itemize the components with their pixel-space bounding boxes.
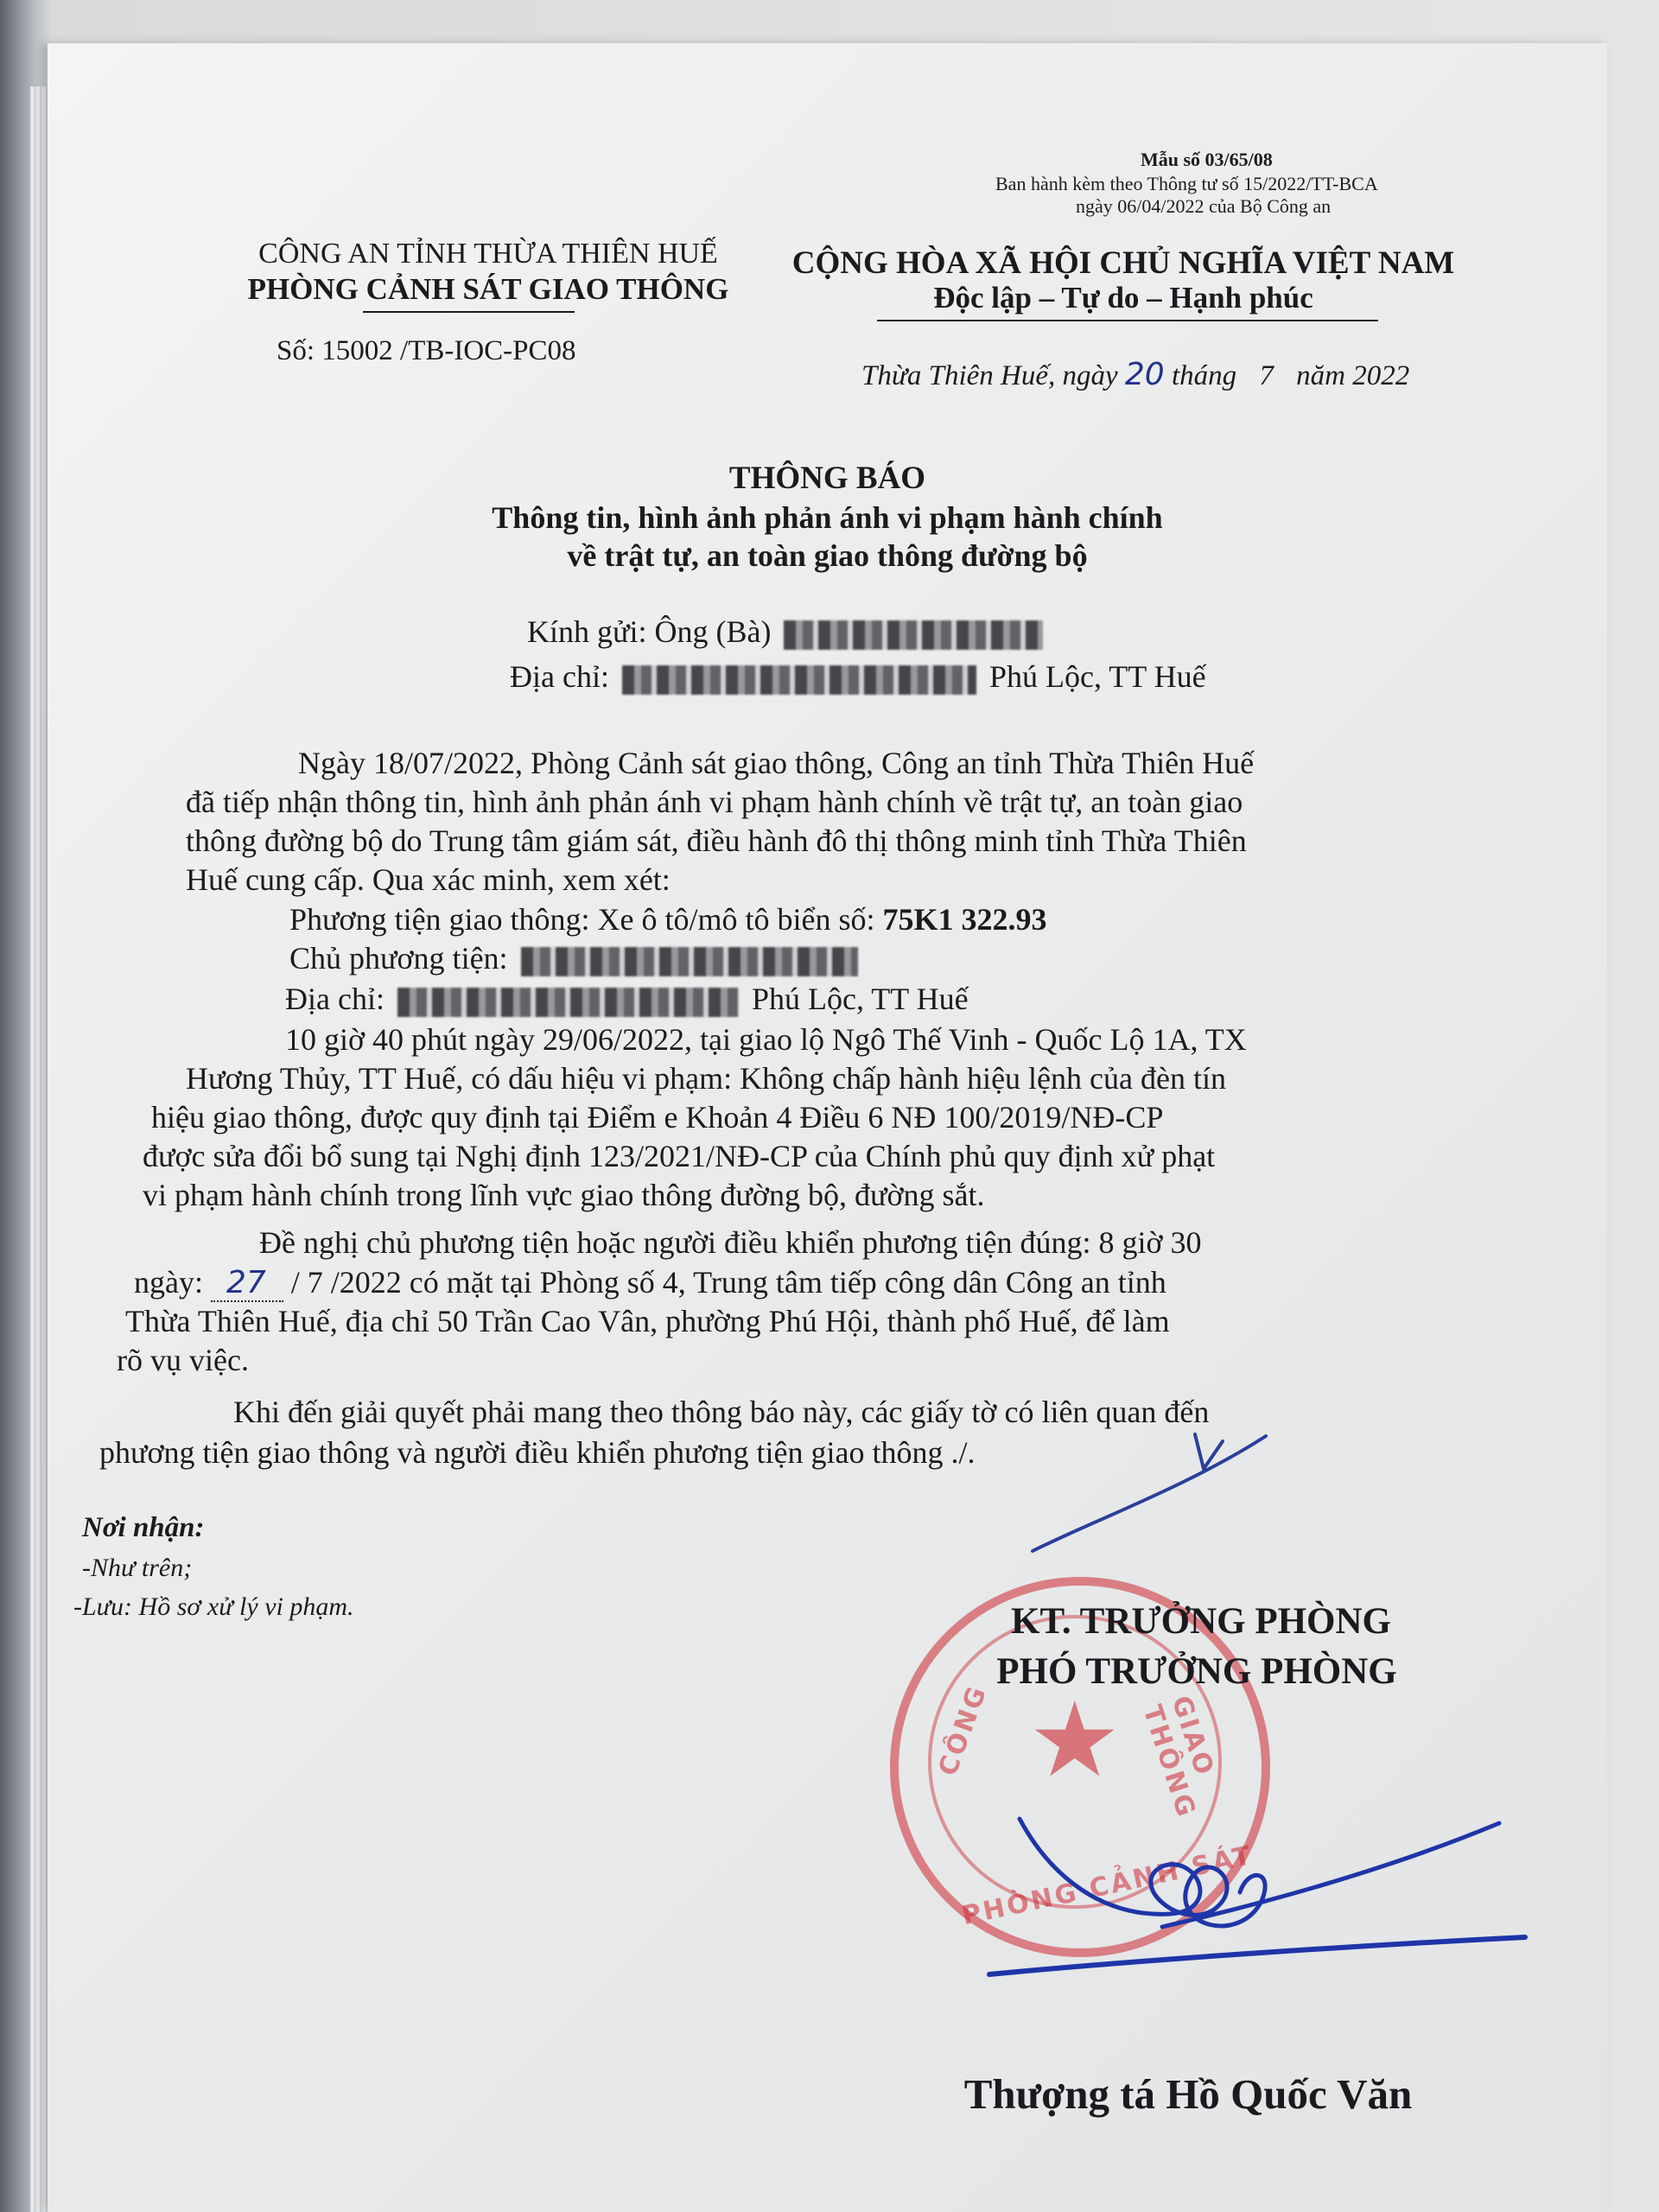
license-plate: 75K1 322.93	[882, 902, 1047, 937]
recipients-item-1: -Như trên;	[82, 1554, 193, 1582]
owner-address-label: Địa chỉ:	[285, 982, 385, 1016]
handwritten-signature	[48, 43, 1607, 2212]
para2-line2: Hương Thủy, TT Huế, có dấu hiệu vi phạm: Không chấp hành hiệu lệnh của đèn tín	[186, 1061, 1226, 1096]
form-issued-with: Ban hành kèm theo Thông tư số 15/2022/TT-BCA	[995, 173, 1378, 194]
seal-text-right: GIAO THÔNG	[1136, 1692, 1220, 1823]
agency-line2: PHÒNG CẢNH SÁT GIAO THÔNG	[247, 272, 729, 306]
para2-line1: 10 giờ 40 phút ngày 29/06/2022, tại giao lộ Ngô Thế Vinh - Quốc Lộ 1A, TX	[285, 1022, 1247, 1057]
para3-day-prefix: ngày:	[134, 1265, 203, 1300]
para3-line1: Đề nghị chủ phương tiện hoặc người điều khiển phương tiện đúng: 8 giờ 30	[259, 1225, 1202, 1260]
para1-line4: Huế cung cấp. Qua xác minh, xem xét:	[186, 862, 671, 897]
motto-line1: CỘNG HÒA XÃ HỘI CHỦ NGHĨA VIỆT NAM	[791, 245, 1455, 281]
para3-line3: Thừa Thiên Huế, địa chỉ 50 Trần Cao Vân, phường Phú Hội, thành phố Huế, để làm	[125, 1304, 1170, 1338]
para2-line3: hiệu giao thông, được quy định tại Điểm e Khoản 4 Điều 6 NĐ 100/2019/NĐ-CP	[151, 1100, 1164, 1135]
notice-document	[48, 43, 1607, 2212]
form-number: Mẫu số 03/65/08	[1141, 149, 1273, 170]
recipients-heading: Nơi nhận:	[82, 1512, 205, 1543]
notice-subtitle-2: về trật tự, an toàn giao thông đường bộ	[567, 538, 1088, 573]
para3-line2-rest: / 7 /2022 có mặt tại Phòng số 4, Trung tâm tiếp công dân Công an tỉnh	[290, 1265, 1166, 1300]
date-day-handwritten: 20	[1124, 357, 1165, 392]
owner-address-suffix: Phú Lộc, TT Huế	[751, 982, 969, 1016]
date-month: 7	[1259, 360, 1274, 391]
owner-label: Chủ phương tiện:	[289, 941, 508, 976]
signer-title-2: PHÓ TRƯỞNG PHÒNG	[996, 1651, 1397, 1692]
para2-line4: được sửa đổi bổ sung tại Nghị định 123/2021/NĐ-CP của Chính phủ quy định xử phạt	[143, 1139, 1216, 1173]
seal-text-bottom: PHÒNG CẢNH SÁT	[959, 1840, 1256, 1932]
agency-line1: CÔNG AN TỈNH THỪA THIÊN HUẾ	[258, 238, 718, 270]
recipients-item-2: -Lưu: Hồ sơ xử lý vi phạm.	[73, 1592, 354, 1621]
date-year: năm 2022	[1296, 360, 1410, 391]
para4-line2: phương tiện giao thông và người điều khiển phương tiện giao thông ./.	[99, 1435, 976, 1470]
recipient-address-label: Địa chỉ:	[510, 659, 609, 694]
seal-star-icon: ★	[1028, 1681, 1122, 1801]
notice-subtitle-1: Thông tin, hình ảnh phản ánh vi phạm hành chính	[492, 500, 1163, 535]
seal-text-left: CÔNG	[932, 1681, 994, 1780]
date-prefix: Thừa Thiên Huế, ngày	[861, 360, 1118, 391]
signer-title-1: KT. TRƯỞNG PHÒNG	[1011, 1601, 1391, 1642]
appointment-day-handwritten: 27	[211, 1265, 283, 1302]
recipient-address-suffix: Phú Lộc, TT Huế	[988, 659, 1206, 694]
date-month-label: tháng	[1171, 360, 1237, 391]
para1-line1: Ngày 18/07/2022, Phòng Cảnh sát giao thông, Công an tỉnh Thừa Thiên Huế	[298, 746, 1255, 780]
notice-title: THÔNG BÁO	[728, 461, 926, 496]
para4-line1: Khi đến giải quyết phải mang theo thông báo này, các giấy tờ có liên quan đến	[233, 1395, 1210, 1429]
vehicle-label: Phương tiện giao thông: Xe ô tô/mô tô biển số:	[289, 902, 875, 937]
para1-line2: đã tiếp nhận thông tin, hình ảnh phản ánh vi phạm hành chính về trật tự, an toàn giao	[186, 785, 1243, 819]
para1-line3: thông đường bộ do Trung tâm giám sát, điều hành đô thị thông minh tỉnh Thừa Thiên	[186, 823, 1247, 858]
signer-name: Thượng tá Hồ Quốc Văn	[963, 2070, 1413, 2118]
recipient-to-label: Kính gửi: Ông (Bà)	[527, 614, 772, 649]
motto-line2: Độc lập – Tự do – Hạnh phúc	[933, 281, 1313, 315]
para2-line5: vi phạm hành chính trong lĩnh vực giao thông đường bộ, đường sắt.	[143, 1178, 985, 1212]
form-issued-date: ngày 06/04/2022 của Bộ Công an	[1076, 195, 1332, 217]
document-number: Số: 15002 /TB-IOC-PC08	[276, 335, 576, 366]
para3-line4: rõ vụ việc.	[117, 1343, 249, 1377]
